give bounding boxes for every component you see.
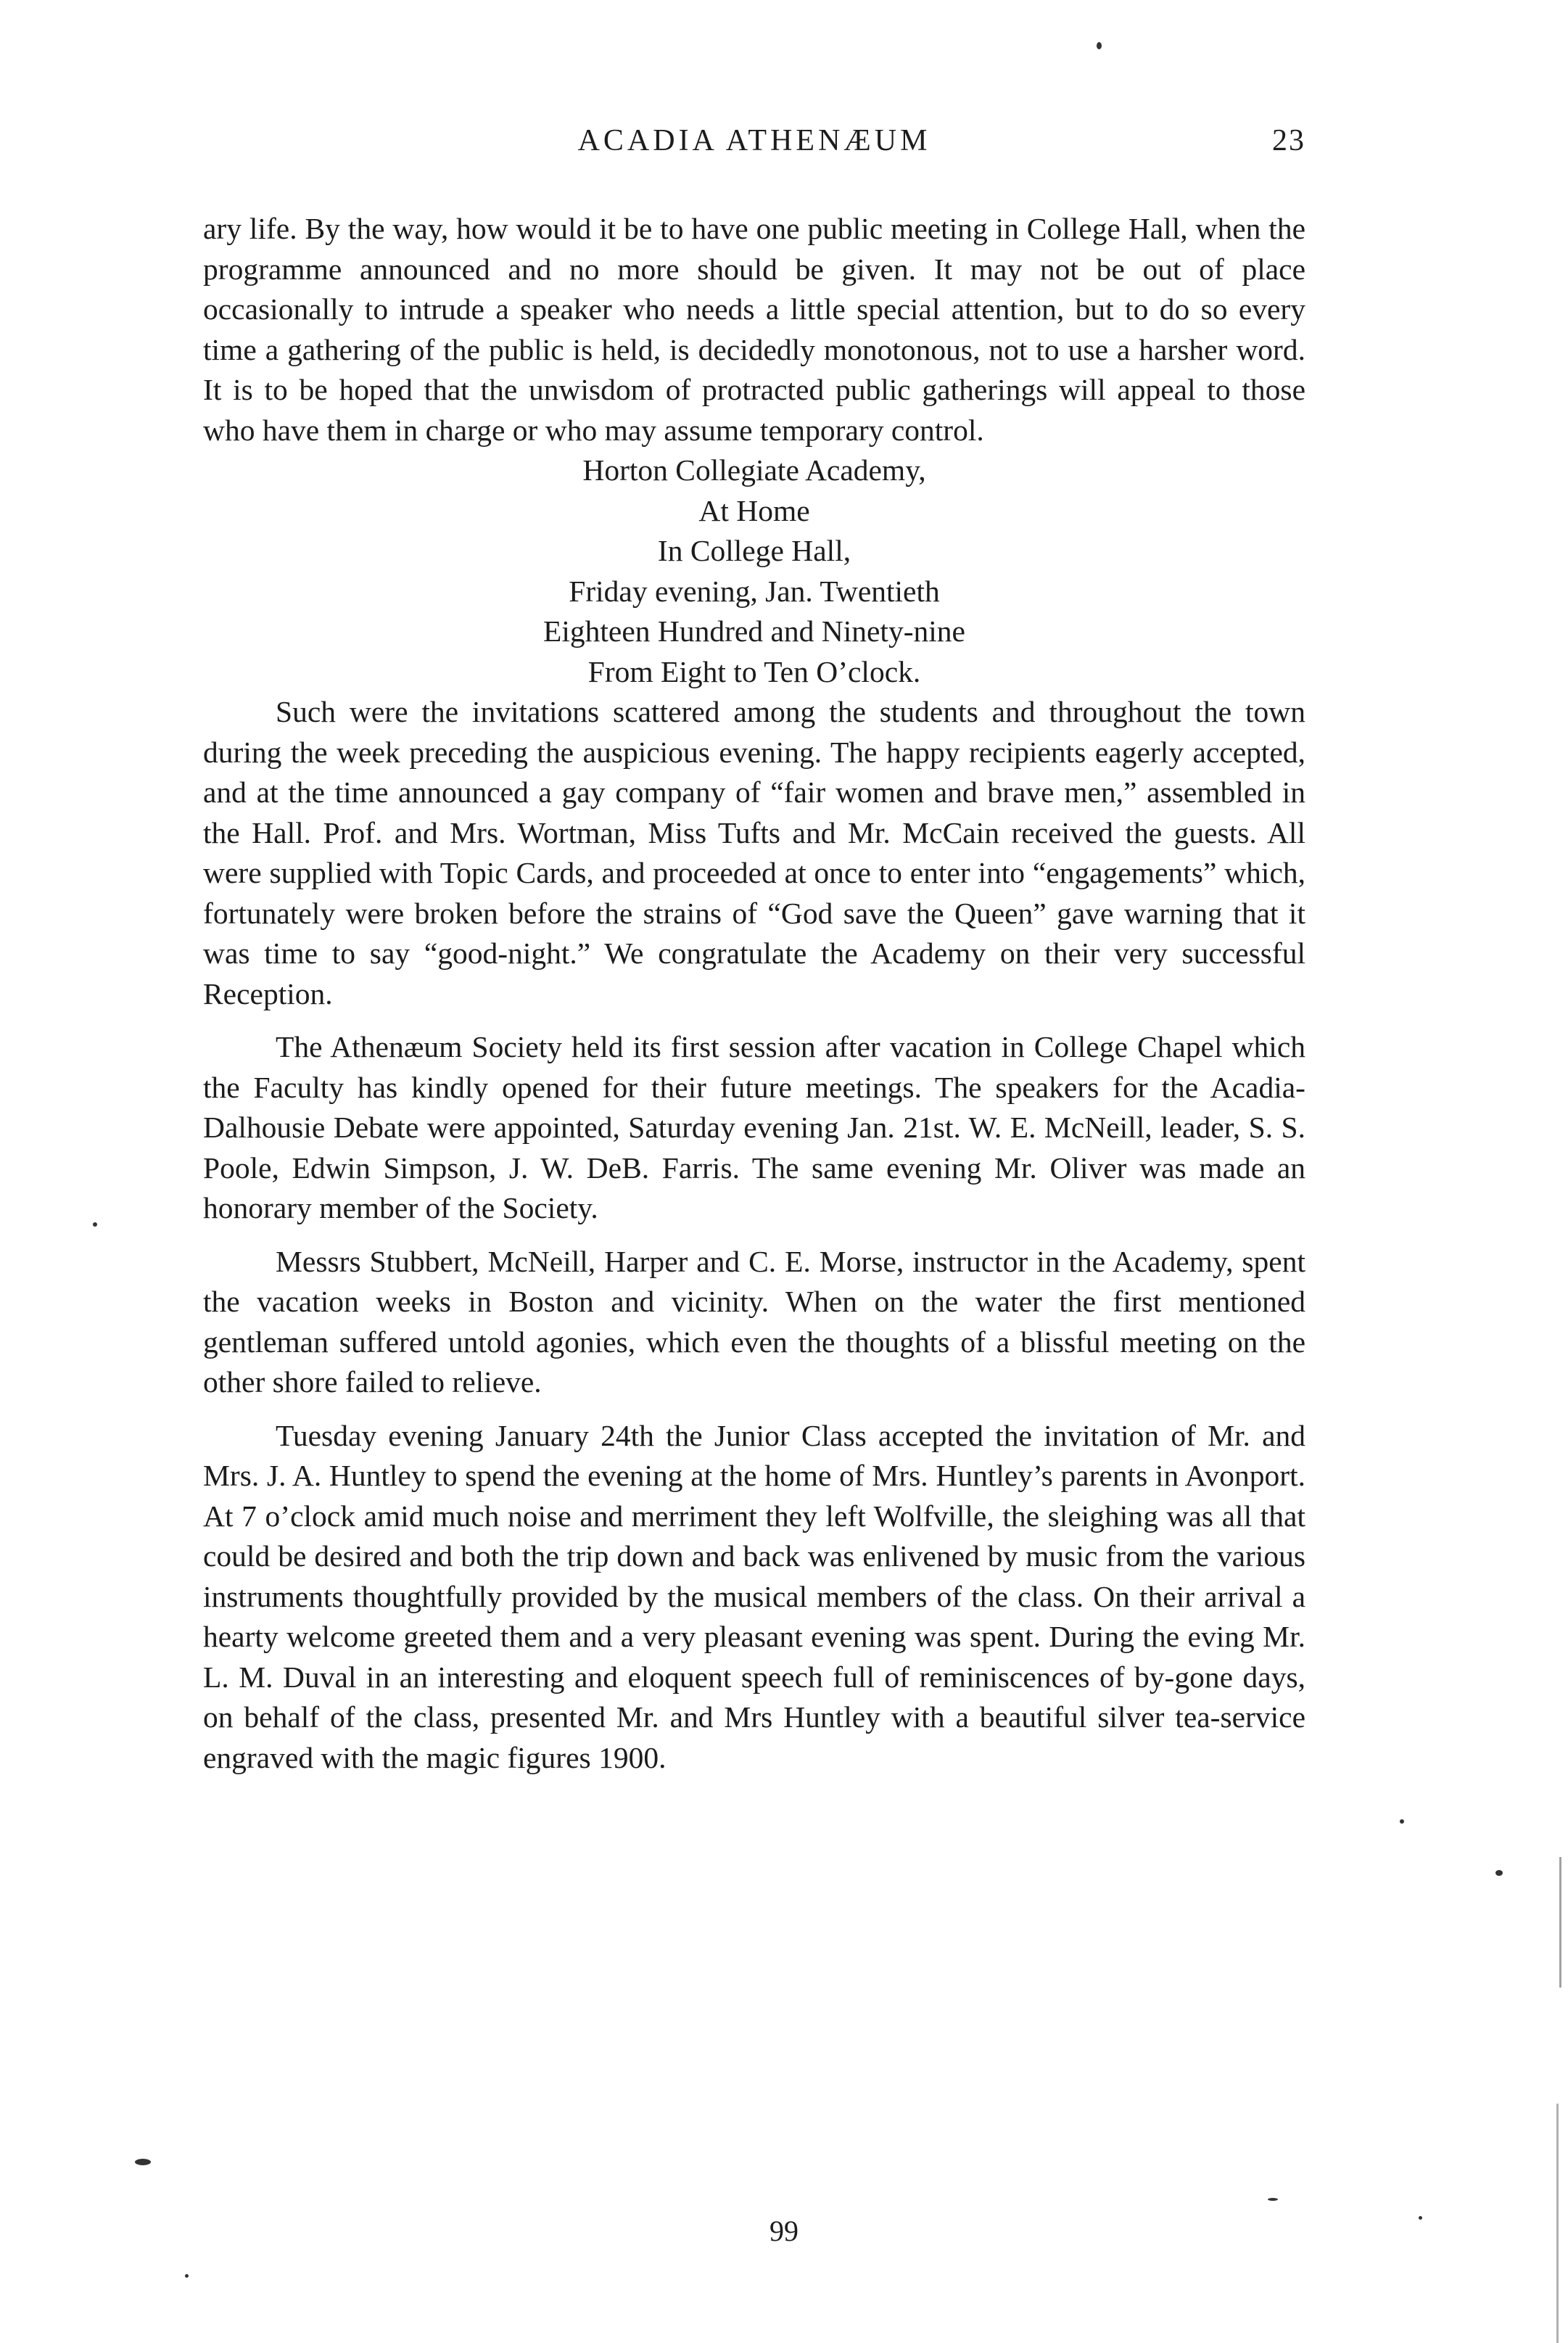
scan-speck xyxy=(1268,2198,1278,2201)
scan-edge-line xyxy=(1559,1857,1561,1988)
scan-speck xyxy=(93,1222,97,1227)
paragraph-reception: Such were the invitations scattered among the students and throughout the town during the week preceding the auspicious evening. The happy recipients eagerly accepted, and at the time announced a gay company of “fair women and brave men,” assembled in the Hall. Prof. and Mrs. Wortman, Miss Tufts and Mr. McCain received the guests. All were supplied with Topic Cards, and proceeded at once to enter into “engagements” which, fortunately were broken before the strains of “God save the Queen” gave warning that it was time to say “good-night.” We congratulate the Academy on their very successful Reception. xyxy=(203,695,1305,1010)
invitation-block xyxy=(203,450,1305,692)
invitation-line: Horton Collegiate Academy, xyxy=(582,453,926,487)
paragraph-continued: ary life. By the way, how would it be to have one public meeting in College Hall, when the programme announced and no more should be given. It may not be out of place occasionally to intrude a speaker who needs a little special attention, but to do so every time a gathering of the public is held, is decidedly monotonous, not to use a harsher word. It is to be hoped that the unwisdom of protracted public gatherings will appeal to those who have them in charge or who may assume temporary control. xyxy=(203,212,1305,447)
body-text xyxy=(203,209,1305,1778)
invitation-line: Eighteen Hundred and Ninety-nine xyxy=(543,614,965,648)
page-number: 23 xyxy=(1272,124,1305,157)
invitation-line: At Home xyxy=(698,493,810,527)
scan-speck xyxy=(1419,2216,1422,2220)
paragraph-junior-class: Tuesday evening January 24th the Junior Class accepted the invitation of Mr. and Mrs. J. A. Huntley to spend the evening at the home of Mrs. Huntley’s parents in Avonport. At 7 o’clock amid much noise and merriment they left Wolfville, the sleighing was all that could be desired and both the trip down and back was enlivened by music from the various instruments thoughtfully provided by the musical members of the class. On their arrival a hearty welcome greeted them and a very pleasant evening was spent. During the eving Mr. L. M. Duval in an interesting and eloquent speech full of reminiscences of by-gone days, on behalf of the class, presented Mr. and Mrs Huntley with a beautiful silver tea-service engraved with the magic figures 1900. xyxy=(203,1418,1305,1774)
invitation-line: In College Hall, xyxy=(657,534,851,567)
paragraph-vacation: Messrs Stubbert, McNeill, Harper and C. E. Morse, instructor in the Academy, spent the vacation weeks in Boston and vicinity. When on the water the first mentioned gentleman suffered untold agonies, which even the thoughts of a blissful meeting on the other shore failed to relieve. xyxy=(203,1244,1305,1399)
invitation-line: From Eight to Ten O’clock. xyxy=(587,654,921,688)
scan-speck xyxy=(1097,42,1102,49)
scan-speck xyxy=(1495,1870,1503,1876)
running-head: ACADIA ATHENÆUM xyxy=(577,124,931,157)
scan-speck xyxy=(185,2274,189,2278)
paragraph-athenaeum-society: The Athenæum Society held its first session after vacation in College Chapel which the Faculty has kindly opened for their future meetings. The speakers for the Acadia-Dalhousie Debate were appointed, Saturday evening Jan. 21st. W. E. McNeill, leader, S. S. Poole, Edwin Simpson, J. W. DeB. Farris. The same evening Mr. Oliver was made an honorary member of the Society. xyxy=(203,1030,1305,1224)
invitation-line: Friday evening, Jan. Twentieth xyxy=(569,574,940,608)
page-header xyxy=(203,123,1305,167)
folio-number: 99 xyxy=(769,2215,799,2247)
scan-edge-line xyxy=(1556,2104,1559,2343)
scan-speck xyxy=(135,2159,151,2165)
scan-speck xyxy=(1400,1819,1404,1824)
